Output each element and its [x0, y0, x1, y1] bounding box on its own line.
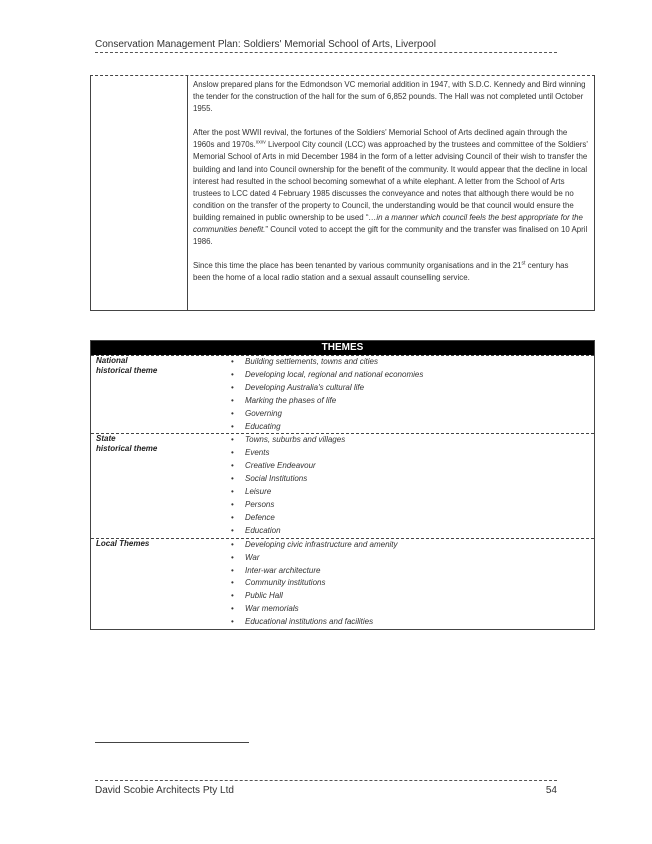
theme-item: • Community institutions [231, 577, 594, 590]
themes-table [90, 340, 595, 630]
history-p2-quote: …in a manner which council feels the best appropriate for the communities benefit. [193, 212, 583, 235]
footnote-divider [95, 742, 249, 743]
theme-item: • Marking the phases of life [231, 395, 594, 408]
theme-row-local [91, 538, 594, 629]
theme-label-line: historical theme [96, 366, 158, 375]
theme-list [217, 539, 594, 629]
page-footer [95, 780, 557, 796]
theme-item: • Developing local, regional and national economies [231, 369, 594, 382]
history-paragraph-1: Anslow prepared plans for the Edmondson VC memorial addition in 1947, with S.D.C. Kennedy and Bird winning the tender for the construction of the hall for the sum of 6,852 pounds. The Hall was not completed until October 1955. [193, 80, 586, 114]
theme-item: • Educating [231, 421, 594, 434]
theme-label-line: State [96, 434, 116, 444]
theme-label [91, 434, 217, 537]
theme-row-state [91, 433, 594, 537]
themes-title: THEMES [91, 341, 594, 355]
history-paragraph-3 [193, 260, 588, 284]
theme-item: • Social Institutions [231, 473, 594, 486]
history-p2-text-c: ” Council voted to accept the gift for the community and the transfer was finalised on 10 April 1986. [193, 225, 588, 247]
theme-item: • Creative Endeavour [231, 460, 594, 473]
history-p2-text-b: Liverpool City council (LCC) was approached by the trustees and committee of the Soldiers' Memorial School of Arts in mid December 1984 in the form of a letter advising Council of their wish to transfer the building and land into Council ownership for the benefit of the community. It would appear that the decline in local interest had resulted in the school becoming somewhat of a white elephant. A letter from the School of Arts trustees to LCC dated 4 February 1985 discusses the conveyance and notes that although there would be no condition on the transfer of the property to Council, the understanding would be that council would ensure the building remained in public ownership to be used “ [193, 140, 588, 222]
ordinal-suffix: st [521, 260, 526, 267]
theme-label-line: Local Themes [96, 538, 150, 548]
theme-item: • Developing civic infrastructure and amenity [231, 539, 594, 552]
history-text-cell [193, 79, 588, 296]
theme-item: • Public Hall [231, 590, 594, 603]
history-paragraph-2 [193, 127, 588, 248]
page-header [95, 39, 557, 53]
history-p3-text-a: Since this time the place has been tenanted by various community organisations and in the 21 [193, 261, 522, 271]
theme-label [91, 356, 217, 433]
theme-item: • Towns, suburbs and villages [231, 434, 594, 447]
theme-label-line: National [96, 356, 128, 365]
theme-list [217, 356, 594, 433]
theme-item: • Developing Australia's cultural life [231, 382, 594, 395]
theme-row-national [91, 355, 594, 433]
history-table [90, 75, 595, 311]
theme-item: • Building settlements, towns and cities [231, 356, 594, 369]
theme-list [217, 434, 594, 537]
history-p3-text-b: century has been the home of a local radio station and a sexual assault counselling service. [193, 261, 569, 283]
history-label-cell [91, 76, 188, 310]
theme-item: • Governing [231, 408, 594, 421]
document-title: Conservation Management Plan: Soldiers' Memorial School of Arts, Liverpool [95, 39, 436, 50]
theme-label [91, 539, 217, 629]
page-number: 54 [545, 785, 557, 796]
theme-item: • Defence [231, 512, 594, 525]
theme-item: • Inter-war architecture [231, 565, 594, 578]
theme-item: • War memorials [231, 603, 594, 616]
theme-label-line: historical theme [96, 444, 158, 454]
theme-item: • Leisure [231, 486, 594, 499]
theme-item: • Events [231, 447, 594, 460]
theme-item: • Persons [231, 499, 594, 512]
theme-item: • Educational institutions and facilities [231, 616, 594, 629]
history-p2-text-a: After the post WWII revival, the fortunes of the Soldiers' Memorial School of Arts declined again through the 1960s and 1970s. [193, 128, 568, 150]
endnote-ref: xxxv [255, 139, 266, 146]
theme-item: • Education [231, 525, 594, 538]
theme-item: • War [231, 552, 594, 565]
company-name: David Scobie Architects Pty Ltd [95, 785, 234, 796]
